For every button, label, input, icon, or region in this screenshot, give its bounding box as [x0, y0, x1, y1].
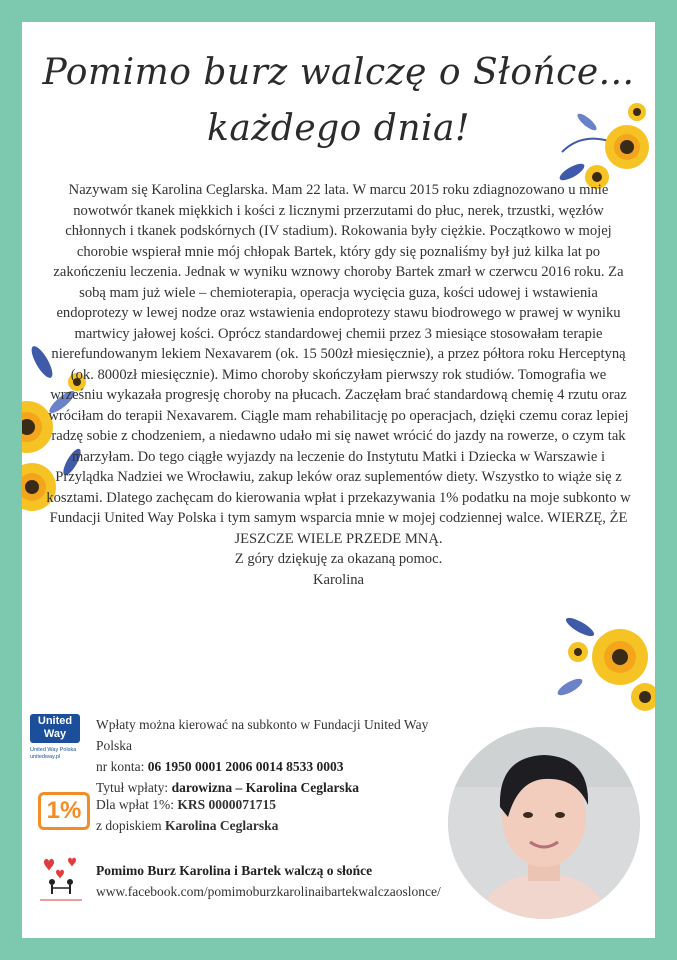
story-signature: Karolina [312, 571, 365, 588]
facebook-url[interactable]: www.facebook.com/pomimoburzkarolinaibartekwalczaoslonce/ [96, 884, 441, 899]
united-way-logo-sub1: United Way Polska [30, 747, 77, 753]
united-way-logo [30, 714, 80, 743]
facebook-details [96, 860, 441, 902]
united-way-logo-line2: Way [43, 728, 67, 740]
facebook-name: Pomimo Burz Karolina i Bartek walczą o słońce [96, 863, 373, 878]
krs-label: Dla wpłat 1%: [96, 797, 178, 812]
krs-note-label: z dopiskiem [96, 818, 165, 833]
united-way-logo-caption [30, 747, 90, 761]
story-thanks: Z góry dziękuję za okazaną pomoc. [234, 551, 443, 567]
krs-note [96, 815, 278, 836]
krs-line [96, 794, 278, 815]
bank-account [96, 756, 450, 777]
united-way-logo-line1: United [37, 715, 73, 727]
krs-note-value: Karolina Ceglarska [165, 818, 279, 833]
story-paragraph: Nazywam się Karolina Ceglarska. Mam 22 lata. W marcu 2015 roku zdiagnozowano u mnie nowotwór tkanek miękkich i kości z licznymi przerzutami do płuc, nerek, trzustki, węzłów chłonnych i tkanek podskórnych (IV stadium). Rokowania były ciężkie. Początkowo w mojej chorobie wspierał mnie mój chłopak Bartek, który gdy się poznaliśmy był już kilka lat po zakończeniu leczenia. Jednak w wyniku wznowy choroby Bartek zmarł w czerwcu 2016 roku. Za sobą mam już wiele – chemioterapia, operacja wycięcia guza, kości udowej i wstawienia endoprotezy w lewej nodze oraz wstawienia endoprotezy stawu biodrowego w prawej w wyniku martwicy jałowej kości. Oprócz standardowej chemii przez 3 miesiące stosowałam terapie nierefundowanym lekiem Nexavarem (ok. 15 500zł miesięcznie), a przez półtora roku Herceptyną (ok. 8000zł miesięcznie). Mimo choroby skończyłam pierwszy rok studiów. Tomografia we wrześniu wykazała progresję choroby na płucach. Zaczęłam brać standardową chemię 4 rzutu oraz wróciłam do terapii Nexavarem. Ciągle mam rehabilitację po operacjach, dzięki czemu coraz lepiej radzę sobie z chodzeniem, a niedawno udało mi się nawet wrócić do jazdy na rowerze, o czym tak marzyłam. Do tego ciągłe wyjazdy na leczenie do Instytutu Matki i Dziecka w Warszawie i Przylądka Nadziei we Wrocławiu, zakup leków oraz suplementów diety. Wszystko to wiąże się z kosztami. Dlatego zachęcam do kierowania wpłat i przekazywania 1% podatku na moje subkonto w Fundacji United Way Polska i tym samym wsparcia mnie w mojej codziennej walce. WIERZĘ, ŻE JESZCZE WIELE PRZEDE MNĄ. [46, 182, 631, 547]
story-text [46, 180, 631, 590]
tax-details [96, 794, 278, 836]
krs-value: KRS 0000071715 [177, 797, 276, 812]
hearts-logo-icon [34, 854, 88, 904]
account-label: nr konta: [96, 759, 148, 774]
united-way-logo-sub2: unitedway.pl [30, 754, 61, 760]
flower-bouquet-right [550, 597, 655, 717]
account-number: 06 1950 0001 2006 0014 8533 0003 [147, 759, 344, 774]
poster [22, 22, 655, 938]
portrait-photo [448, 727, 640, 919]
one-percent-logo: 1% [38, 792, 90, 830]
transfer-title-value: darowizna – Karolina Ceglarska [171, 780, 359, 795]
facebook-page-name [96, 860, 441, 881]
headline-line-2: każdego dnia! [207, 108, 470, 149]
bank-intro: Wpłaty można kierować na subkonto w Fundacji United Way Polska [96, 717, 429, 753]
bank-details [96, 714, 450, 798]
transfer-title-label: Tytuł wpłaty: [96, 780, 172, 795]
headline-line-1: Pomimo burz walczę o Słońce... [42, 52, 635, 93]
